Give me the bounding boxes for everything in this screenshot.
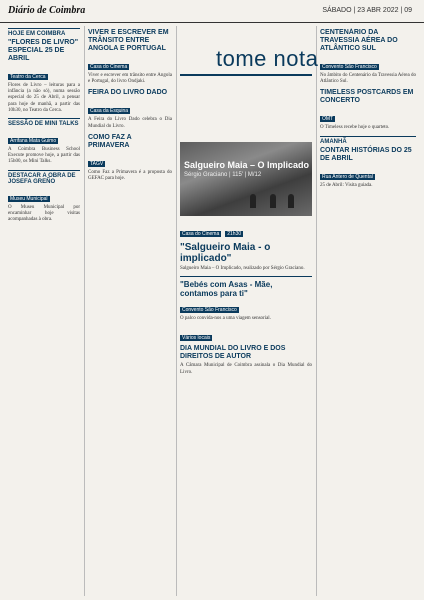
- article-body: O Museu Municipal por encaminhar hoje visitas acompanhadas à obra.: [8, 204, 80, 223]
- article-title: DIA MUNDIAL DO LIVRO E DOS DIREITOS DE AUTOR: [180, 345, 286, 361]
- venue-tag: Arrifana Mata Guimo: [10, 138, 57, 145]
- article-title: TIMELESS POSTCARDS EM CONCERTO: [320, 89, 414, 105]
- venue-tag: Museu Municipal: [10, 195, 48, 202]
- tome-nota-heading: tome nota: [216, 46, 319, 71]
- article-title: COMO FAZ A PRIMAVERA: [88, 133, 132, 149]
- figure-silhouette: [270, 194, 276, 208]
- venue-tag: OMT: [322, 116, 334, 123]
- column-divider: [176, 26, 177, 596]
- column-divider: [84, 26, 85, 596]
- heading-rule: [180, 74, 312, 76]
- article-title: FEIRA DO LIVRO DADO: [88, 89, 168, 97]
- figure-silhouette: [288, 194, 294, 208]
- page-header: [0, 0, 424, 23]
- photo-subcaption: Sérgio Graciano | 115' | M/12: [184, 172, 262, 178]
- column-1: [8, 28, 80, 600]
- article-body: A Câmara Municipal de Coimbra assinala o Dia Mundial do Livro.: [180, 363, 312, 375]
- article-body: A Feira do Livro Dado celebra o Dia Mundial do Livro.: [88, 117, 172, 129]
- film-photo: [180, 142, 312, 216]
- article-body: Como Faz a Primavera é a proposta do GEFAC para hoje.: [88, 169, 172, 182]
- column-3: [180, 222, 312, 600]
- venue-tag: Rua Antero de Quental: [322, 173, 373, 180]
- column-divider: [316, 26, 317, 596]
- article-body: No âmbito do Centenário da Travessia Aérea do Atlântico Sul.: [320, 73, 416, 85]
- article-body: 25 de Abril: Visita guiada.: [320, 182, 373, 188]
- article-body: O palco convida-nos a uma viagem sensorial.: [180, 316, 271, 322]
- venue-tag: Vários locais: [182, 335, 211, 342]
- venue-tag: Convento São Francisco: [322, 64, 377, 70]
- section-heading: DESTACAR A OBRA DE JOSEFA GREÑO: [8, 170, 80, 185]
- venue-tag: Casa do Cinema: [90, 64, 128, 70]
- column-4: [320, 28, 416, 600]
- section-heading: SESSÃO DE MINI TALKS: [8, 118, 80, 127]
- section-heading: HOJE EM COIMBRA: [8, 28, 80, 37]
- article-title: CONTAR HISTÓRIAS DO 25 DE ABRIL: [320, 146, 412, 162]
- article-body: A Coimbra Business School Execute promove hoje, a partir das 15h00, os Mini Talks.: [8, 147, 80, 165]
- venue-tag: Convento São Francisco: [182, 307, 237, 314]
- venue-tag: TAGV: [90, 160, 104, 167]
- venue-tag: Teatro da Cerca: [10, 74, 46, 80]
- section-heading: AMANHÃ: [320, 136, 416, 145]
- venue-tag: Casa da Esquina: [90, 108, 129, 115]
- article-title: VIVER E ESCREVER EM TRÂNSITO ENTRE ANGOLA E PORTUGAL: [88, 29, 169, 52]
- article-body: Flores de Livro – leituras para a infância (a não só), numa sessão especial do 25 de Abril, a pensar para hoje de manhã, a partir das 10h30, no Teatro da Cerca.: [8, 83, 80, 113]
- page-date: SÁBADO | 23 ABR 2022 | 09: [322, 7, 412, 14]
- figure-silhouette: [250, 194, 256, 208]
- article-body: Viver e escrever em trânsito entre Angola e Portugal, do livro Ondjaki.: [88, 73, 172, 85]
- time-tag: 21h30: [227, 231, 242, 237]
- venue-tag: Casa do Cinema: [182, 231, 220, 237]
- article-title: CENTENÁRIO DA TRAVESSIA AÉREA DO ATLÂNTICO SUL: [320, 29, 398, 52]
- photo-caption: Salgueiro Maia – O Implicado: [184, 160, 310, 170]
- pull-quote: "Bebés com Asas - Mãe, contamos para ti": [180, 276, 312, 298]
- column-2: [88, 28, 172, 600]
- article-body: O Timeless recebe hoje o quarteto.: [320, 125, 390, 131]
- article-title: "FLORES DE LIVRO" ESPECIAL 25 DE ABRIL: [8, 39, 79, 62]
- film-headline: "Salgueiro Maia - o implicado": [180, 242, 271, 264]
- newspaper-logo: Diário de Coimbra: [8, 5, 86, 16]
- article-body: Salgueiro Maia – O Implicado, realizado por Sérgio Graciano.: [180, 266, 305, 271]
